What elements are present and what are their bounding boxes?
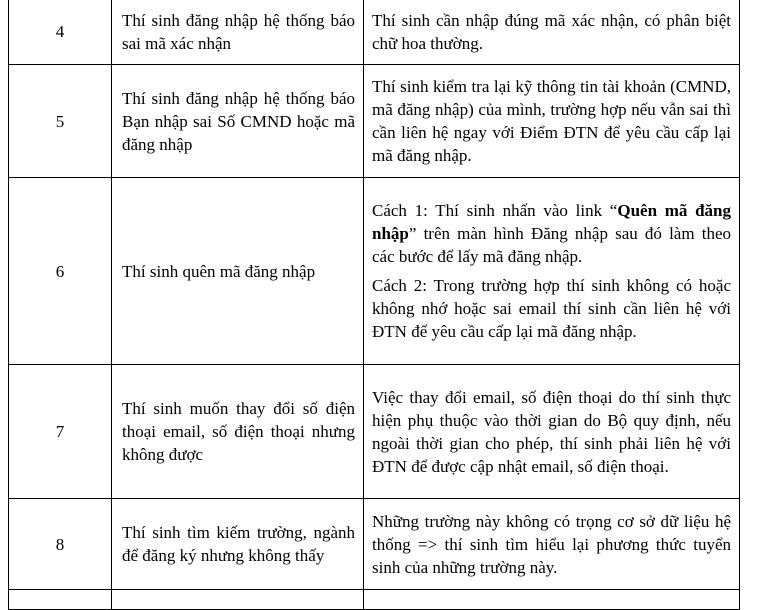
table-row [9,499,740,590]
row-number: 7 [9,365,112,499]
table-row [9,590,740,610]
issue-cell: Thí sinh quên mã đăng nhập [112,178,364,365]
solution-cell: Những trường này không có trọng cơ sở dữ liệu hệ thống => thí sinh tìm hiểu lại phương thức tuyển sinh của những trường này. [364,499,740,590]
table-row [9,365,740,499]
table-row [9,0,740,65]
issue-cell: Thí sinh tìm kiếm trường, ngành để đăng ký nhưng không thấy [112,499,364,590]
solution-cell [364,178,740,365]
faq-table [8,0,740,610]
issue-cell [112,590,364,610]
table-row [9,178,740,365]
row-number [9,590,112,610]
solution-text: ” trên màn hình Đăng nhập sau đó làm theo các bước để lấy mã đăng nhập. [372,224,731,266]
row-number: 4 [9,0,112,65]
table-row [9,65,740,178]
issue-cell: Thí sinh muốn thay đổi số điện thoại email, số điện thoại nhưng không được [112,365,364,499]
issue-cell: Thí sinh đăng nhập hệ thống báo Bạn nhập sai Số CMND hoặc mã đăng nhập [112,65,364,178]
solution-text: Cách 1: Thí sinh nhấn vào link “ [372,201,618,220]
row-number: 8 [9,499,112,590]
solution-option-1 [372,199,731,268]
solution-cell: Thí sinh cần nhập đúng mã xác nhận, có phân biệt chữ hoa thường. [364,0,740,65]
row-number: 6 [9,178,112,365]
solution-option-2: Cách 2: Trong trường hợp thí sinh không có hoặc không nhớ hoặc sai email thí sinh cần liên hệ với ĐTN để yêu cầu cấp lại mã đăng nhập. [372,276,731,341]
solution-cell: Việc thay đổi email, số điện thoại do thí sinh thực hiện phụ thuộc vào thời gian do Bộ quy định, nếu ngoài thời gian cho phép, thí sinh phải liên hệ với ĐTN để được cập nhật email, số điện thoại. [364,365,740,499]
solution-cell [364,590,740,610]
solution-cell: Thí sinh kiểm tra lại kỹ thông tin tài khoản (CMND, mã đăng nhập) của mình, trường hợp nếu vẫn sai thì cần liên hệ ngay với Điểm ĐTN để yêu cầu cấp lại mã đăng nhập. [364,65,740,178]
forgot-code-link-text: Quên mã đăng nhập [372,201,732,243]
row-number: 5 [9,65,112,178]
issue-cell: Thí sinh đăng nhập hệ thống báo sai mã xác nhận [112,0,364,65]
